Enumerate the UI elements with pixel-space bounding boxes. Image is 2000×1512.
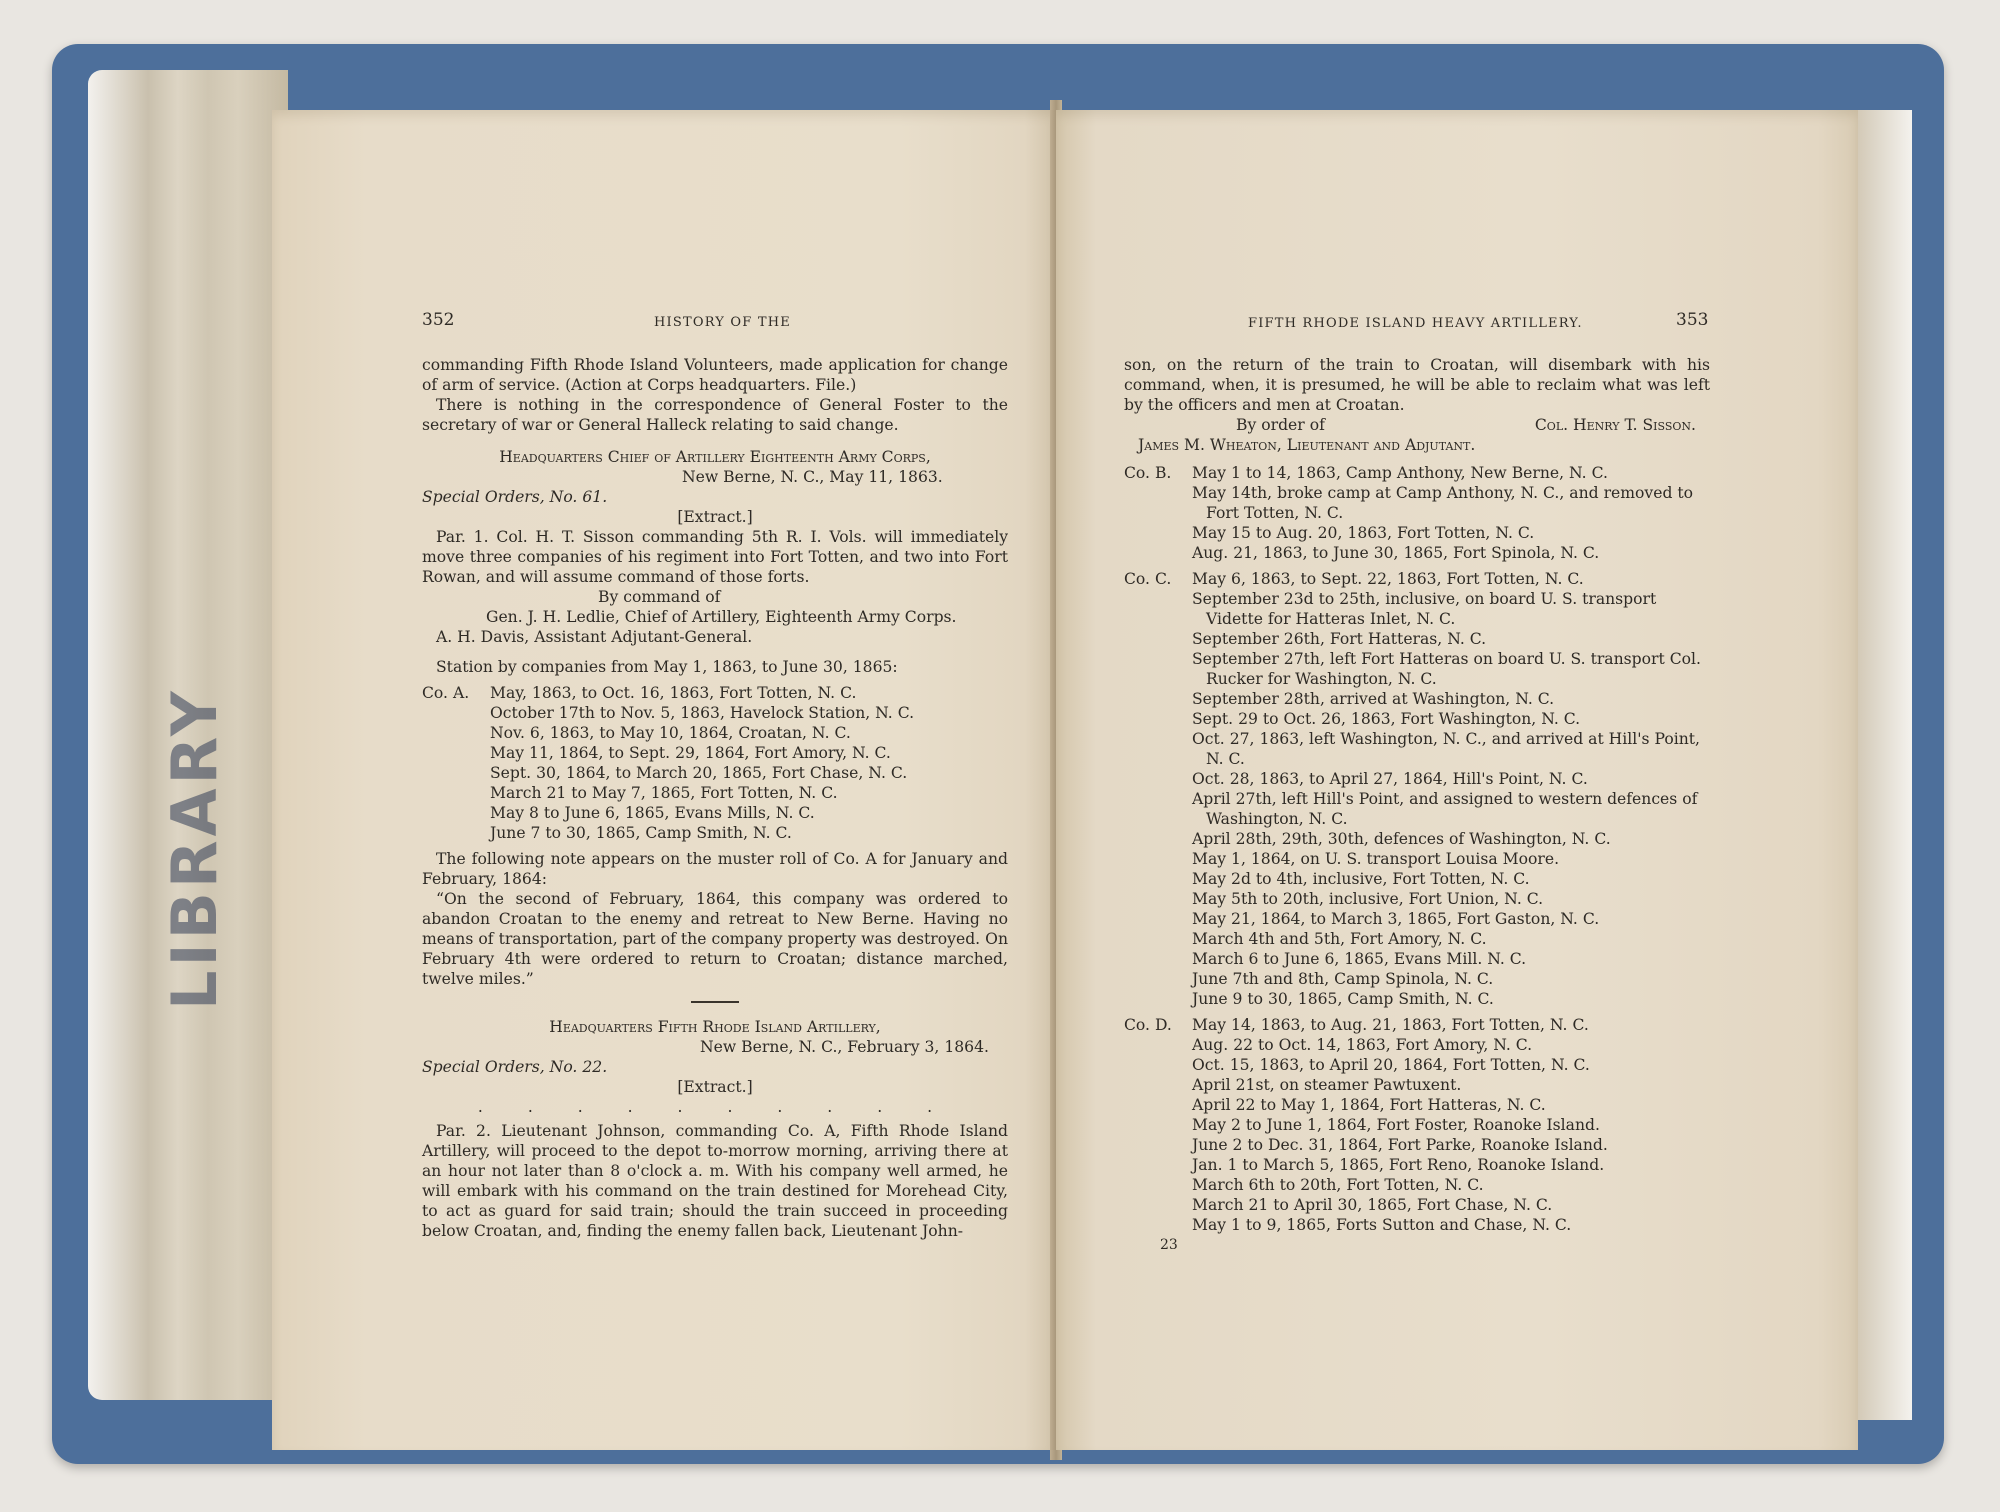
co-a-label: Co. A. xyxy=(422,684,470,702)
order2-place-date: New Berne, N. C., February 3, 1864. xyxy=(700,1038,989,1056)
right-page-text xyxy=(1124,355,1710,1255)
order1-special-orders: Special Orders, No. 61. xyxy=(422,488,608,506)
intro-paragraph-1: commanding Fifth Rhode Island Volunteers, made application for change of arm of service. (Action at Corps headquarters. File.) xyxy=(422,356,1008,394)
co-d-entry: Aug. 22 to Oct. 14, 1863, Fort Amory, N. C. xyxy=(1192,1036,1533,1054)
by-order-line xyxy=(1124,415,1710,435)
co-c-entries xyxy=(1192,569,1710,1009)
co-b-entries xyxy=(1192,463,1710,563)
co-d-entry: May 1 to 9, 1865, Forts Sutton and Chase, N. C. xyxy=(1192,1216,1572,1234)
co-c-entry: May 21, 1864, to March 3, 1865, Fort Gaston, N. C. xyxy=(1192,910,1600,928)
order1-general: Gen. J. H. Ledlie, Chief of Artillery, Eighteenth Army Corps. xyxy=(486,608,957,626)
colonel-signature: Col. Henry T. Sisson. xyxy=(1534,416,1696,434)
order1-extract: [Extract.] xyxy=(677,508,753,526)
co-c-entry: September 28th, arrived at Washington, N. C. xyxy=(1192,690,1555,708)
co-a-entry: Nov. 6, 1863, to May 10, 1864, Croatan, N. C. xyxy=(490,724,851,742)
note-quote: “On the second of February, 1864, this company was ordered to abandon Croatan to the enemy and retreat to New Berne. Having no means of transportation, part of the company property was destroyed. On February 4th were ordered to return to Croatan; distance marched, twelve miles.” xyxy=(422,890,1008,988)
order2-special-orders: Special Orders, No. 22. xyxy=(422,1058,608,1076)
co-a-entry: June 7 to 30, 1865, Camp Smith, N. C. xyxy=(490,824,792,842)
co-a-entries xyxy=(490,683,914,843)
co-b-block xyxy=(1124,463,1710,563)
adjutant-signature: James M. Wheaton, Lieutenant and Adjutant. xyxy=(1138,436,1476,454)
co-c-entry: June 7th and 8th, Camp Spinola, N. C. xyxy=(1192,970,1494,988)
co-a-entry: Sept. 30, 1864, to March 20, 1865, Fort Chase, N. C. xyxy=(490,764,908,782)
co-a-entry: May 8 to June 6, 1865, Evans Mills, N. C. xyxy=(490,804,815,822)
co-c-entry: April 27th, left Hill's Point, and assigned to western defences of Washington, N. C. xyxy=(1192,790,1698,828)
continuation-paragraph: son, on the return of the train to Croatan, will disembark with his command, when, it is presumed, he will be able to reclaim what was left by the officers and men at Croatan. xyxy=(1124,356,1710,414)
signature-mark: 23 xyxy=(1160,1237,1178,1253)
left-page xyxy=(272,110,1056,1450)
co-d-entry: March 21 to April 30, 1865, Fort Chase, N. C. xyxy=(1192,1196,1553,1214)
right-page xyxy=(1056,110,1858,1450)
co-c-entry: May 2d to 4th, inclusive, Fort Totten, N. C. xyxy=(1192,870,1530,888)
co-c-entry: September 23d to 25th, inclusive, on board U. S. transport Vidette for Hatteras Inlet, N. C. xyxy=(1192,590,1657,628)
co-c-label: Co. C. xyxy=(1124,570,1172,588)
co-c-block xyxy=(1124,569,1710,1009)
order2-heading: Headquarters Fifth Rhode Island Artillery, xyxy=(549,1018,881,1036)
co-a-entry: March 21 to May 7, 1865, Fort Totten, N. C. xyxy=(490,784,838,802)
co-a-entry: May 11, 1864, to Sept. 29, 1864, Fort Amory, N. C. xyxy=(490,744,891,762)
co-c-entry: June 9 to 30, 1865, Camp Smith, N. C. xyxy=(1192,990,1494,1008)
left-page-number: 352 xyxy=(422,310,455,330)
order1-place-date: New Berne, N. C., May 11, 1863. xyxy=(682,468,943,486)
order1-heading: Headquarters Chief of Artillery Eighteenth Army Corps, xyxy=(499,448,931,466)
order1-adjutant: A. H. Davis, Assistant Adjutant-General. xyxy=(436,628,753,646)
co-d-entry: June 2 to Dec. 31, 1864, Fort Parke, Roanoke Island. xyxy=(1192,1136,1608,1154)
order1-paragraph: Par. 1. Col. H. T. Sisson commanding 5th R. I. Vols. will immediately move three companies of his regiment into Fort Totten, and two into Fort Rowan, and will assume command of those forts. xyxy=(422,528,1008,586)
co-d-block xyxy=(1124,1015,1710,1235)
co-c-entry: Oct. 28, 1863, to April 27, 1864, Hill's Point, N. C. xyxy=(1192,770,1588,788)
co-c-entry: May 5th to 20th, inclusive, Fort Union, N. C. xyxy=(1192,890,1544,908)
co-c-entry: September 26th, Fort Hatteras, N. C. xyxy=(1192,630,1487,648)
left-running-head: HISTORY OF THE xyxy=(654,315,791,330)
order2-ellipsis: . . . . . . . . . . xyxy=(477,1098,953,1116)
note-intro: The following note appears on the muster roll of Co. A for January and February, 1864: xyxy=(422,850,1008,888)
order2-extract: [Extract.] xyxy=(677,1078,753,1096)
co-b-entry: May 14th, broke camp at Camp Anthony, N. C., and removed to Fort Totten, N. C. xyxy=(1192,484,1694,522)
co-d-entry: April 21st, on steamer Pawtuxent. xyxy=(1192,1076,1462,1094)
right-page-block-edge xyxy=(1850,110,1912,1420)
co-b-entry: Aug. 21, 1863, to June 30, 1865, Fort Spinola, N. C. xyxy=(1192,544,1600,562)
co-d-entry: April 22 to May 1, 1864, Fort Hatteras, N. C. xyxy=(1192,1096,1546,1114)
co-c-entry: Sept. 29 to Oct. 26, 1863, Fort Washington, N. C. xyxy=(1192,710,1581,728)
co-b-label: Co. B. xyxy=(1124,464,1172,482)
library-stamp: LIBRARY xyxy=(158,687,231,1010)
co-c-entry: May 6, 1863, to Sept. 22, 1863, Fort Totten, N. C. xyxy=(1192,570,1584,588)
co-d-entry: March 6th to 20th, Fort Totten, N. C. xyxy=(1192,1176,1484,1194)
co-c-entry: April 28th, 29th, 30th, defences of Washington, N. C. xyxy=(1192,830,1611,848)
co-c-entry: Oct. 27, 1863, left Washington, N. C., and arrived at Hill's Point, N. C. xyxy=(1192,730,1700,768)
co-c-entry: March 6 to June 6, 1865, Evans Mill. N. C. xyxy=(1192,950,1527,968)
co-d-entries xyxy=(1192,1015,1710,1235)
by-order: By order of xyxy=(1236,416,1325,434)
order1-by-command: By command of xyxy=(598,588,721,606)
co-d-entry: May 2 to June 1, 1864, Fort Foster, Roanoke Island. xyxy=(1192,1116,1600,1134)
co-b-entry: May 15 to Aug. 20, 1863, Fort Totten, N. C. xyxy=(1192,524,1535,542)
right-running-head: FIFTH RHODE ISLAND HEAVY ARTILLERY. xyxy=(1248,316,1583,331)
intro-paragraph-2: There is nothing in the correspondence of General Foster to the secretary of war or General Halleck relating to said change. xyxy=(422,396,1008,434)
right-page-number: 353 xyxy=(1676,310,1709,330)
co-d-label: Co. D. xyxy=(1124,1016,1172,1034)
co-d-entry: May 14, 1863, to Aug. 21, 1863, Fort Totten, N. C. xyxy=(1192,1016,1589,1034)
co-a-block xyxy=(422,683,1008,843)
station-intro: Station by companies from May 1, 1863, to June 30, 1865: xyxy=(436,658,898,676)
left-page-text xyxy=(422,355,1008,1241)
co-c-entry: September 27th, left Fort Hatteras on board U. S. transport Col. Rucker for Washington, N. C. xyxy=(1192,650,1701,688)
co-d-entry: Jan. 1 to March 5, 1865, Fort Reno, Roanoke Island. xyxy=(1192,1156,1605,1174)
co-b-entry: May 1 to 14, 1863, Camp Anthony, New Berne, N. C. xyxy=(1192,464,1608,482)
co-a-entry: May, 1863, to Oct. 16, 1863, Fort Totten, N. C. xyxy=(490,684,857,702)
section-divider xyxy=(691,1001,739,1003)
co-c-entry: May 1, 1864, on U. S. transport Louisa Moore. xyxy=(1192,850,1560,868)
co-d-entry: Oct. 15, 1863, to April 20, 1864, Fort Totten, N. C. xyxy=(1192,1056,1590,1074)
order2-paragraph: Par. 2. Lieutenant Johnson, commanding Co. A, Fifth Rhode Island Artillery, will proceed to the depot to-morrow morning, arriving there at an hour not later than 8 o'clock a. m. With his company well armed, he will embark with his command on the train destined for Morehead City, to act as guard for said train; should the train succeed in proceeding below Croatan, and, finding the enemy fallen back, Lieutenant John- xyxy=(422,1122,1008,1240)
co-a-entry: October 17th to Nov. 5, 1863, Havelock Station, N. C. xyxy=(490,704,915,722)
co-c-entry: March 4th and 5th, Fort Amory, N. C. xyxy=(1192,930,1487,948)
